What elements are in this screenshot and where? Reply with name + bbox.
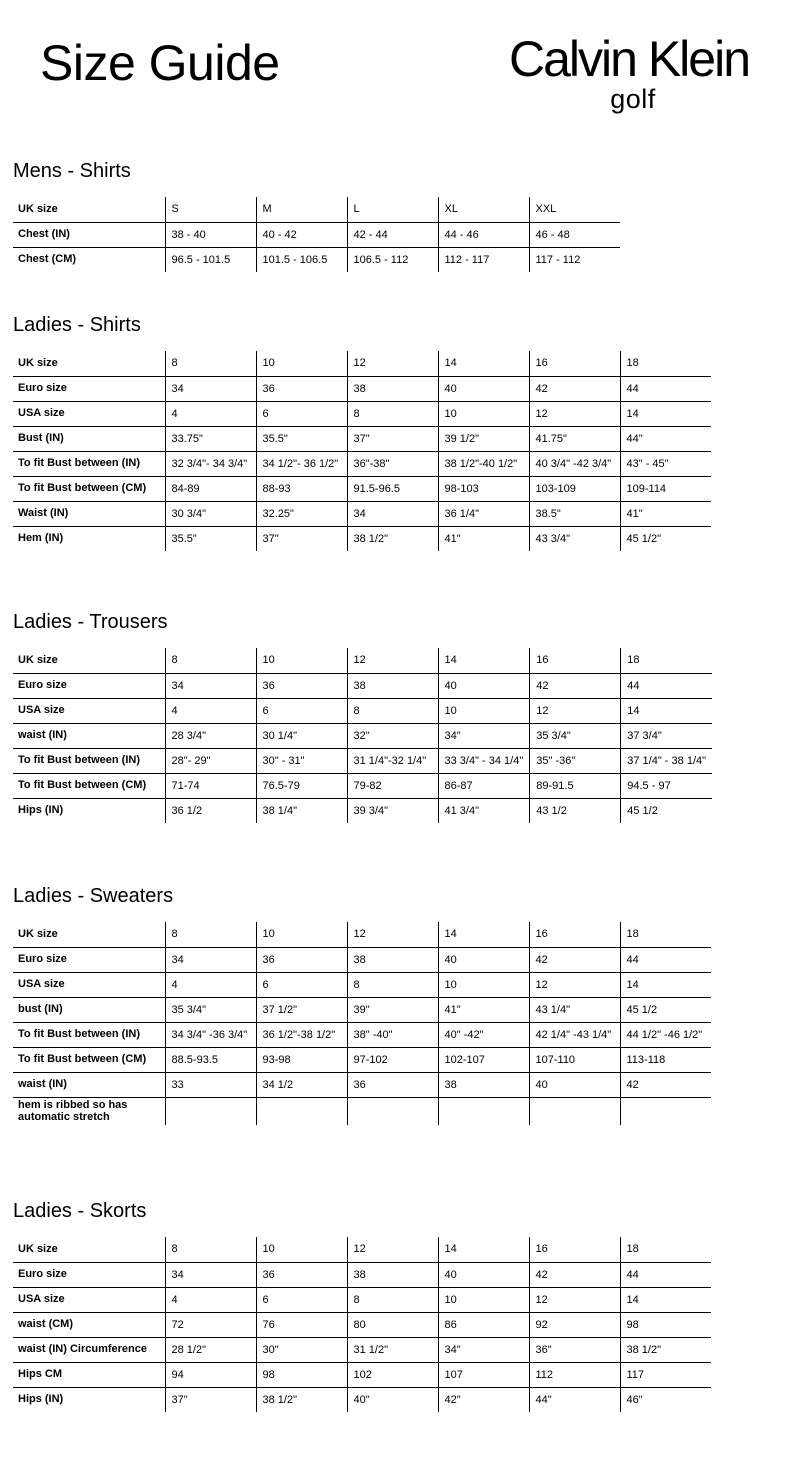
table-cell: 34 1/2"- 36 1/2" bbox=[256, 451, 347, 476]
table-cell: 42 1/4" -43 1/4" bbox=[529, 1022, 620, 1047]
row-label: hem is ribbed so has automatic stretch bbox=[18, 1098, 128, 1124]
table-row bbox=[13, 1072, 711, 1097]
table-cell: 10 bbox=[438, 401, 529, 426]
table-cell: 44 1/2" -46 1/2" bbox=[620, 1022, 711, 1047]
table-cell: 40" -42" bbox=[438, 1022, 529, 1047]
table-cell: 44" bbox=[529, 1387, 620, 1412]
table-row bbox=[13, 1287, 711, 1312]
row-label: UK size bbox=[13, 922, 165, 947]
table-cell: 4 bbox=[165, 1287, 256, 1312]
table-cell: 42 bbox=[529, 1262, 620, 1287]
table-cell: 97-102 bbox=[347, 1047, 438, 1072]
table-cell: 41 3/4" bbox=[438, 798, 530, 823]
table-cell: 39 1/2" bbox=[438, 426, 529, 451]
table-cell: 44 bbox=[621, 673, 712, 698]
table-cell: 38 1/2" bbox=[620, 1337, 711, 1362]
logo-brand-text: Calvin Klein bbox=[508, 31, 749, 87]
table-cell: 36 bbox=[256, 1262, 347, 1287]
table-cell: 45 1/2 bbox=[620, 997, 711, 1022]
table-cell: 36 bbox=[256, 673, 347, 698]
table-row bbox=[13, 247, 620, 272]
table-cell: 72 bbox=[165, 1312, 256, 1337]
table-cell: XXL bbox=[529, 197, 620, 222]
table-cell: 38 1/2"-40 1/2" bbox=[438, 451, 529, 476]
table-cell: 42 bbox=[620, 1072, 711, 1097]
table-cell: L bbox=[347, 197, 438, 222]
table-cell: 28 3/4" bbox=[165, 723, 256, 748]
table-cell: 34 bbox=[165, 673, 256, 698]
table-cell: 36 bbox=[256, 376, 347, 401]
table-row bbox=[13, 798, 712, 823]
table-row bbox=[13, 401, 711, 426]
table-row bbox=[13, 673, 712, 698]
table-cell: 42 bbox=[530, 673, 621, 698]
row-label: USA size bbox=[13, 401, 165, 426]
row-label: bust (IN) bbox=[13, 997, 165, 1022]
table-cell: 16 bbox=[530, 648, 621, 673]
row-label: USA size bbox=[13, 1287, 165, 1312]
table-cell: 109-114 bbox=[620, 476, 711, 501]
table-cell: 40 bbox=[438, 947, 529, 972]
table-cell: 8 bbox=[165, 922, 256, 947]
row-label: To fit Bust between (CM) bbox=[13, 773, 165, 798]
table-cell: 43 1/4" bbox=[529, 997, 620, 1022]
table-cell: 80 bbox=[347, 1312, 438, 1337]
table-row bbox=[13, 997, 711, 1022]
table-row bbox=[13, 197, 620, 222]
table-row bbox=[13, 1047, 711, 1072]
table-cell: 92 bbox=[529, 1312, 620, 1337]
table-cell: 36" bbox=[529, 1337, 620, 1362]
table-cell: 30 1/4" bbox=[256, 723, 347, 748]
table-cell: 98 bbox=[620, 1312, 711, 1337]
table-cell: 86-87 bbox=[438, 773, 530, 798]
table-cell: 6 bbox=[256, 698, 347, 723]
table-cell: 28"- 29" bbox=[165, 748, 256, 773]
table-cell: 10 bbox=[256, 648, 347, 673]
table-cell bbox=[165, 1097, 256, 1125]
row-label: Euro size bbox=[13, 376, 165, 401]
section-title: Mens - Shirts bbox=[13, 160, 131, 182]
calvin-klein-golf-logo bbox=[494, 31, 764, 114]
row-label: Chest (IN) bbox=[13, 222, 165, 247]
row-label: USA size bbox=[13, 698, 165, 723]
row-label: USA size bbox=[13, 972, 165, 997]
table-cell: 12 bbox=[529, 401, 620, 426]
table-cell: 32 3/4"- 34 3/4" bbox=[165, 451, 256, 476]
table-row bbox=[13, 922, 711, 947]
table-cell: 106.5 - 112 bbox=[347, 247, 438, 272]
table-cell: 30" bbox=[256, 1337, 347, 1362]
table-cell: 12 bbox=[529, 1287, 620, 1312]
table-cell: 88-93 bbox=[256, 476, 347, 501]
row-label: To fit Bust between (CM) bbox=[13, 476, 165, 501]
table-cell: 107-110 bbox=[529, 1047, 620, 1072]
table-cell bbox=[347, 1097, 438, 1125]
table-cell: 71-74 bbox=[165, 773, 256, 798]
table-cell: 12 bbox=[347, 922, 438, 947]
table-row bbox=[13, 476, 711, 501]
table-cell: 4 bbox=[165, 698, 256, 723]
table-cell: 112 - 117 bbox=[438, 247, 529, 272]
table-row bbox=[13, 1237, 711, 1262]
table-cell: 38 1/2" bbox=[347, 526, 438, 551]
table-cell: 36 bbox=[256, 947, 347, 972]
table-cell: 46" bbox=[620, 1387, 711, 1412]
table-cell: 38.5" bbox=[529, 501, 620, 526]
table-row bbox=[13, 501, 711, 526]
table-cell: 94.5 - 97 bbox=[621, 773, 712, 798]
table-cell: 44" bbox=[620, 426, 711, 451]
table-cell: 18 bbox=[620, 922, 711, 947]
row-label: UK size bbox=[13, 648, 165, 673]
table-cell: 10 bbox=[438, 972, 529, 997]
table-cell: 10 bbox=[256, 351, 347, 376]
section-title: Ladies - Skorts bbox=[13, 1200, 147, 1222]
table-cell: 45 1/2" bbox=[620, 526, 711, 551]
table-cell: 89-91.5 bbox=[530, 773, 621, 798]
section-title: Ladies - Shirts bbox=[13, 314, 141, 336]
table-cell: 44 bbox=[620, 947, 711, 972]
row-label: UK size bbox=[13, 351, 165, 376]
row-label: Waist (IN) bbox=[13, 501, 165, 526]
table-cell: 6 bbox=[256, 1287, 347, 1312]
table-row bbox=[13, 351, 711, 376]
table-cell: 8 bbox=[165, 1237, 256, 1262]
table-cell: 8 bbox=[347, 401, 438, 426]
table-cell: 8 bbox=[165, 351, 256, 376]
table-cell: 34 1/2 bbox=[256, 1072, 347, 1097]
row-label: Chest (CM) bbox=[18, 253, 77, 266]
table-cell: 10 bbox=[438, 698, 530, 723]
table-cell: 35" -36" bbox=[530, 748, 621, 773]
table-cell: 88.5-93.5 bbox=[165, 1047, 256, 1072]
table-cell: 8 bbox=[347, 698, 438, 723]
table-row bbox=[13, 748, 712, 773]
table-cell: 37" bbox=[165, 1387, 256, 1412]
table-cell: 36 1/2 bbox=[165, 798, 256, 823]
table-cell: 38 - 40 bbox=[165, 222, 256, 247]
table-cell: 101.5 - 106.5 bbox=[256, 247, 347, 272]
table-cell: 107 bbox=[438, 1362, 529, 1387]
row-label: To fit Bust between (IN) bbox=[13, 451, 165, 476]
table-row bbox=[13, 1362, 711, 1387]
table-cell: 35.5" bbox=[165, 526, 256, 551]
row-label: Hips (IN) bbox=[18, 804, 64, 817]
table-row bbox=[13, 1262, 711, 1287]
table-cell: 14 bbox=[438, 922, 529, 947]
logo-sub-text: golf bbox=[610, 84, 656, 114]
table-row bbox=[13, 526, 711, 551]
table-cell: 98-103 bbox=[438, 476, 529, 501]
table-cell: 112 bbox=[529, 1362, 620, 1387]
table-cell: 12 bbox=[529, 972, 620, 997]
table-cell: 8 bbox=[347, 972, 438, 997]
section-title: Ladies - Trousers bbox=[13, 611, 168, 633]
table-cell: 12 bbox=[530, 698, 621, 723]
row-label: To fit Bust between (CM) bbox=[13, 1047, 165, 1072]
table-cell: 42 bbox=[529, 376, 620, 401]
table-cell: 102 bbox=[347, 1362, 438, 1387]
row-label: waist (IN) bbox=[13, 723, 165, 748]
table-cell: 40 3/4" -42 3/4" bbox=[529, 451, 620, 476]
ladies-trousers-section bbox=[13, 612, 712, 823]
table-cell: 30 3/4" bbox=[165, 501, 256, 526]
table-cell: 42 bbox=[529, 947, 620, 972]
row-label: waist (IN) bbox=[13, 1072, 165, 1097]
table-cell: 44 bbox=[620, 1262, 711, 1287]
table-cell: 31 1/4"-32 1/4" bbox=[347, 748, 438, 773]
table-cell: 6 bbox=[256, 401, 347, 426]
table-cell: 38 1/4" bbox=[256, 798, 347, 823]
table-cell: 38 1/2" bbox=[256, 1387, 347, 1412]
table-cell: 40 - 42 bbox=[256, 222, 347, 247]
ladies-shirts-section bbox=[13, 315, 711, 551]
table-cell: 14 bbox=[620, 401, 711, 426]
row-label: Hips CM bbox=[13, 1362, 165, 1387]
table-row bbox=[13, 947, 711, 972]
ladies-sweaters-table bbox=[13, 922, 711, 1125]
table-cell: 40 bbox=[438, 376, 529, 401]
table-cell: 37 1/4" - 38 1/4" bbox=[621, 748, 712, 773]
table-row bbox=[13, 1337, 711, 1362]
table-cell: 37" bbox=[256, 526, 347, 551]
table-cell: 4 bbox=[165, 401, 256, 426]
table-cell: 98 bbox=[256, 1362, 347, 1387]
table-cell: 33 bbox=[165, 1072, 256, 1097]
row-label: waist (CM) bbox=[13, 1312, 165, 1337]
table-cell: 34" bbox=[438, 723, 530, 748]
table-cell: 38 bbox=[438, 1072, 529, 1097]
row-label: Hips (IN) bbox=[18, 1393, 64, 1406]
table-cell: 35.5" bbox=[256, 426, 347, 451]
table-cell: 40" bbox=[347, 1387, 438, 1412]
table-cell: 76 bbox=[256, 1312, 347, 1337]
table-cell: 14 bbox=[438, 1237, 529, 1262]
table-cell: 30" - 31" bbox=[256, 748, 347, 773]
table-row bbox=[13, 773, 712, 798]
table-cell: 10 bbox=[438, 1287, 529, 1312]
table-cell: 35 3/4" bbox=[530, 723, 621, 748]
table-cell: 28 1/2" bbox=[165, 1337, 256, 1362]
table-cell: 14 bbox=[438, 648, 530, 673]
table-cell: 93-98 bbox=[256, 1047, 347, 1072]
table-cell: 18 bbox=[620, 351, 711, 376]
table-cell: 10 bbox=[256, 1237, 347, 1262]
table-cell: 41" bbox=[620, 501, 711, 526]
table-cell: 14 bbox=[620, 972, 711, 997]
table-cell: 44 bbox=[620, 376, 711, 401]
table-cell: 38 bbox=[347, 947, 438, 972]
table-cell bbox=[620, 1097, 711, 1125]
row-label: Hem (IN) bbox=[18, 532, 64, 545]
ladies-shirts-table bbox=[13, 351, 711, 551]
table-cell bbox=[529, 1097, 620, 1125]
table-cell: 45 1/2 bbox=[621, 798, 712, 823]
table-cell: 113-118 bbox=[620, 1047, 711, 1072]
table-cell: 43" - 45" bbox=[620, 451, 711, 476]
table-cell: 44 - 46 bbox=[438, 222, 529, 247]
row-label: UK size bbox=[13, 1237, 165, 1262]
table-cell: 8 bbox=[347, 1287, 438, 1312]
table-cell: 31 1/2" bbox=[347, 1337, 438, 1362]
table-row bbox=[13, 222, 620, 247]
table-cell: 33.75" bbox=[165, 426, 256, 451]
table-cell: 36 1/2"-38 1/2" bbox=[256, 1022, 347, 1047]
table-cell: 37 1/2" bbox=[256, 997, 347, 1022]
page-title: Size Guide bbox=[40, 35, 280, 91]
table-row bbox=[13, 698, 712, 723]
row-label: Euro size bbox=[13, 947, 165, 972]
table-row bbox=[13, 426, 711, 451]
row-label: waist (IN) Circumference bbox=[13, 1337, 165, 1362]
row-label: To fit Bust between (IN) bbox=[13, 748, 165, 773]
table-cell: 34 bbox=[347, 501, 438, 526]
table-row bbox=[13, 972, 711, 997]
table-cell: 16 bbox=[529, 351, 620, 376]
table-cell bbox=[256, 1097, 347, 1125]
table-cell: 14 bbox=[621, 698, 712, 723]
row-label: Euro size bbox=[13, 673, 165, 698]
table-cell: 46 - 48 bbox=[529, 222, 620, 247]
table-cell: 12 bbox=[347, 1237, 438, 1262]
table-cell: 32" bbox=[347, 723, 438, 748]
table-cell: 86 bbox=[438, 1312, 529, 1337]
table-cell: 96.5 - 101.5 bbox=[165, 247, 256, 272]
table-row bbox=[13, 648, 712, 673]
table-cell: 12 bbox=[347, 648, 438, 673]
row-label: Euro size bbox=[13, 1262, 165, 1287]
table-cell: 40 bbox=[438, 1262, 529, 1287]
table-cell: 91.5-96.5 bbox=[347, 476, 438, 501]
table-cell: 38 bbox=[347, 376, 438, 401]
table-cell: 35 3/4" bbox=[165, 997, 256, 1022]
row-label: Bust (IN) bbox=[13, 426, 165, 451]
table-cell: 36 bbox=[347, 1072, 438, 1097]
row-label: UK size bbox=[13, 197, 165, 222]
table-cell: 36"-38" bbox=[347, 451, 438, 476]
table-cell: 34 bbox=[165, 1262, 256, 1287]
table-cell: 117 bbox=[620, 1362, 711, 1387]
table-cell: 14 bbox=[438, 351, 529, 376]
section-title: Ladies - Sweaters bbox=[13, 885, 174, 907]
table-cell: 36 1/4" bbox=[438, 501, 529, 526]
table-cell: 37" bbox=[347, 426, 438, 451]
table-row bbox=[13, 1387, 711, 1412]
ladies-skorts-section bbox=[13, 1201, 711, 1412]
table-cell: 18 bbox=[620, 1237, 711, 1262]
table-row bbox=[13, 376, 711, 401]
table-cell: 76.5-79 bbox=[256, 773, 347, 798]
table-cell: 33 3/4" - 34 1/4" bbox=[438, 748, 530, 773]
table-cell: 38 bbox=[347, 1262, 438, 1287]
table-cell: XL bbox=[438, 197, 529, 222]
table-cell: 37 3/4" bbox=[621, 723, 712, 748]
table-cell: 16 bbox=[529, 1237, 620, 1262]
ladies-trousers-table bbox=[13, 648, 712, 823]
ladies-skorts-table bbox=[13, 1237, 711, 1412]
table-cell: 103-109 bbox=[529, 476, 620, 501]
table-cell: 34 bbox=[165, 376, 256, 401]
table-cell bbox=[438, 1097, 529, 1125]
table-cell: 6 bbox=[256, 972, 347, 997]
table-cell: 38" -40" bbox=[347, 1022, 438, 1047]
table-cell: 79-82 bbox=[347, 773, 438, 798]
table-cell: 42 - 44 bbox=[347, 222, 438, 247]
table-cell: 40 bbox=[529, 1072, 620, 1097]
table-cell: 10 bbox=[256, 922, 347, 947]
mens-shirts-section bbox=[13, 161, 620, 272]
table-cell: 41.75" bbox=[529, 426, 620, 451]
table-row bbox=[13, 1097, 711, 1125]
table-cell: 41" bbox=[438, 526, 529, 551]
table-cell: 34 3/4" -36 3/4" bbox=[165, 1022, 256, 1047]
table-cell: 12 bbox=[347, 351, 438, 376]
table-row bbox=[13, 451, 711, 476]
table-cell: S bbox=[165, 197, 256, 222]
table-cell: 4 bbox=[165, 972, 256, 997]
table-cell: 16 bbox=[529, 922, 620, 947]
table-cell: 41" bbox=[438, 997, 529, 1022]
table-cell: 117 - 112 bbox=[529, 247, 620, 272]
mens-shirts-table bbox=[13, 197, 620, 272]
table-cell: 102-107 bbox=[438, 1047, 529, 1072]
table-cell: M bbox=[256, 197, 347, 222]
table-cell: 84-89 bbox=[165, 476, 256, 501]
table-cell: 40 bbox=[438, 673, 530, 698]
row-label: To fit Bust between (IN) bbox=[13, 1022, 165, 1047]
table-cell: 39 3/4" bbox=[347, 798, 438, 823]
table-cell: 38 bbox=[347, 673, 438, 698]
table-cell: 32.25" bbox=[256, 501, 347, 526]
table-cell: 34" bbox=[438, 1337, 529, 1362]
table-cell: 34 bbox=[165, 947, 256, 972]
table-row bbox=[13, 1022, 711, 1047]
table-cell: 94 bbox=[165, 1362, 256, 1387]
ladies-sweaters-section bbox=[13, 886, 711, 1125]
table-cell: 43 1/2 bbox=[530, 798, 621, 823]
table-cell: 8 bbox=[165, 648, 256, 673]
table-cell: 42" bbox=[438, 1387, 529, 1412]
table-cell: 14 bbox=[620, 1287, 711, 1312]
table-row bbox=[13, 723, 712, 748]
table-cell: 39" bbox=[347, 997, 438, 1022]
table-cell: 43 3/4" bbox=[529, 526, 620, 551]
table-cell: 18 bbox=[621, 648, 712, 673]
table-row bbox=[13, 1312, 711, 1337]
